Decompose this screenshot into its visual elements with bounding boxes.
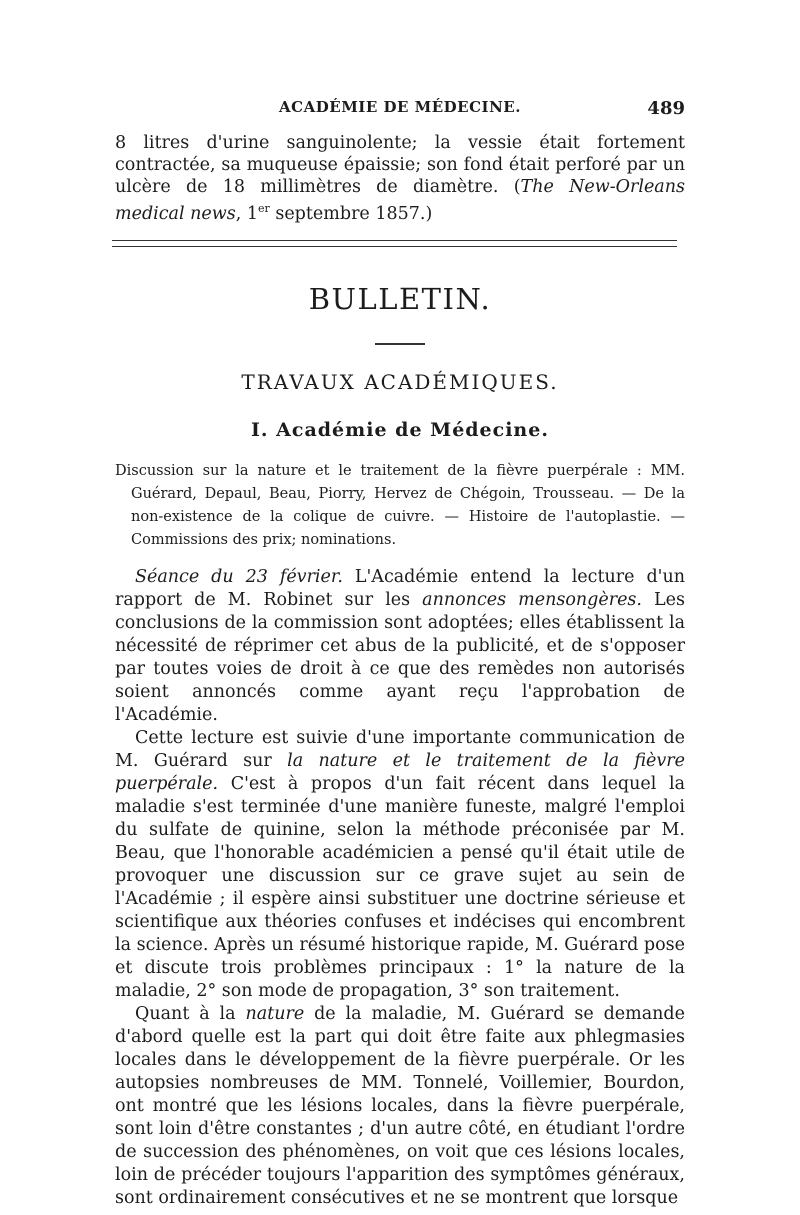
text-run: Quant à la [135, 1004, 246, 1024]
journal-title: The New-Orleans medical news [115, 177, 685, 224]
travaux-heading: TRAVAUX ACADÉMIQUES. [241, 370, 559, 394]
paragraph-1 [115, 566, 685, 727]
text-run: 8 litres d'urine sanguinolente; la vessie était fortement contractée, sa muqueuse épaissie; son fond était perforé par un ulcère de 18 millimètres de diamètre. ( [115, 133, 685, 197]
section-divider [112, 240, 677, 247]
page-header [115, 98, 685, 124]
text-run: de la maladie, M. Guérard se demande d'abord quelle est la part qui doit être faite aux phlegmasies locales dans le développement de la fièvre puerpérale. Or les autopsies nombreuses de MM. Tonnelé, Voillemier, Bourdon, ont montré que les lésions locales, dans la fièvre puerpérale, sont loin d'être constantes ; d'un autre côté, en étudiant l'ordre de succession des phénomènes, on voit que ces lésions locales, loin de précéder toujours l'apparition des symptômes généraux, sont ordinairement consécutives et ne se montrent que lorsque [115, 1004, 685, 1208]
summary-text: Discussion sur la nature et le traitement de la fièvre puerpérale : MM. Guérard, Depaul, Beau, Piorry, Hervez de Chégoin, Trousseau. — De la non-existence de la colique de cuivre. — Histoire de l'autoplastie. — Commissions des prix; nominations. [115, 463, 685, 548]
continued-paragraph [115, 132, 685, 225]
bulletin-heading: BULLETIN. [308, 282, 492, 316]
continued-paragraph-text [115, 132, 685, 225]
academie-heading: I. Académie de Médecine. [251, 419, 549, 441]
page-number: 489 [647, 98, 685, 119]
emphasis: la nature et le traitement de la fièvre puerpérale. [115, 751, 686, 794]
text-run: Cette lecture est suivie d'une importante communication de M. Guérard sur [115, 728, 685, 771]
superscript: er [258, 202, 270, 215]
text-run: septembre 1857.) [269, 203, 433, 224]
paragraph-3 [115, 1003, 685, 1210]
main-text [115, 566, 685, 1210]
text-run: L'Académie entend la lecture d'un rapport de M. Robinet sur les [115, 567, 686, 610]
text-run: C'est à propos d'un fait récent dans lequel la maladie s'est terminée d'une manière funeste, malgré l'emploi du sulfate de quinine, selon la méthode préconisée par M. Beau, que l'honorable académicien a pensé qu'il était utile de provoquer une discussion sur ce grave sujet au sein de l'Académie ; il espère ainsi substituer une doctrine sérieuse et scientifique aux théories confuses et indécises qui encombrent la science. Après un résumé historique rapide, M. Guérard pose et discute trois problèmes principaux : 1° la nature de la maladie, 2° son mode de propagation, 3° son traitement. [115, 774, 685, 1001]
text-run: , 1 [235, 203, 258, 224]
text-run: Les conclusions de la commission sont adoptées; elles établissent la nécessité de réprimer cet abus de la publicité, et de s'opposer par toutes voies de droit à ce que des remèdes non autorisés soient annoncés comme ayant reçu l'approbation de l'Académie. [115, 590, 685, 725]
session-date: Séance du 23 février. [135, 567, 343, 587]
session-summary [115, 460, 685, 552]
emphasis: annonces mensongères. [422, 590, 642, 610]
running-title: ACADÉMIE DE MÉDECINE. [279, 98, 521, 116]
emphasis: nature [245, 1004, 305, 1024]
paragraph-2 [115, 727, 685, 1003]
heading-rule [375, 343, 425, 345]
